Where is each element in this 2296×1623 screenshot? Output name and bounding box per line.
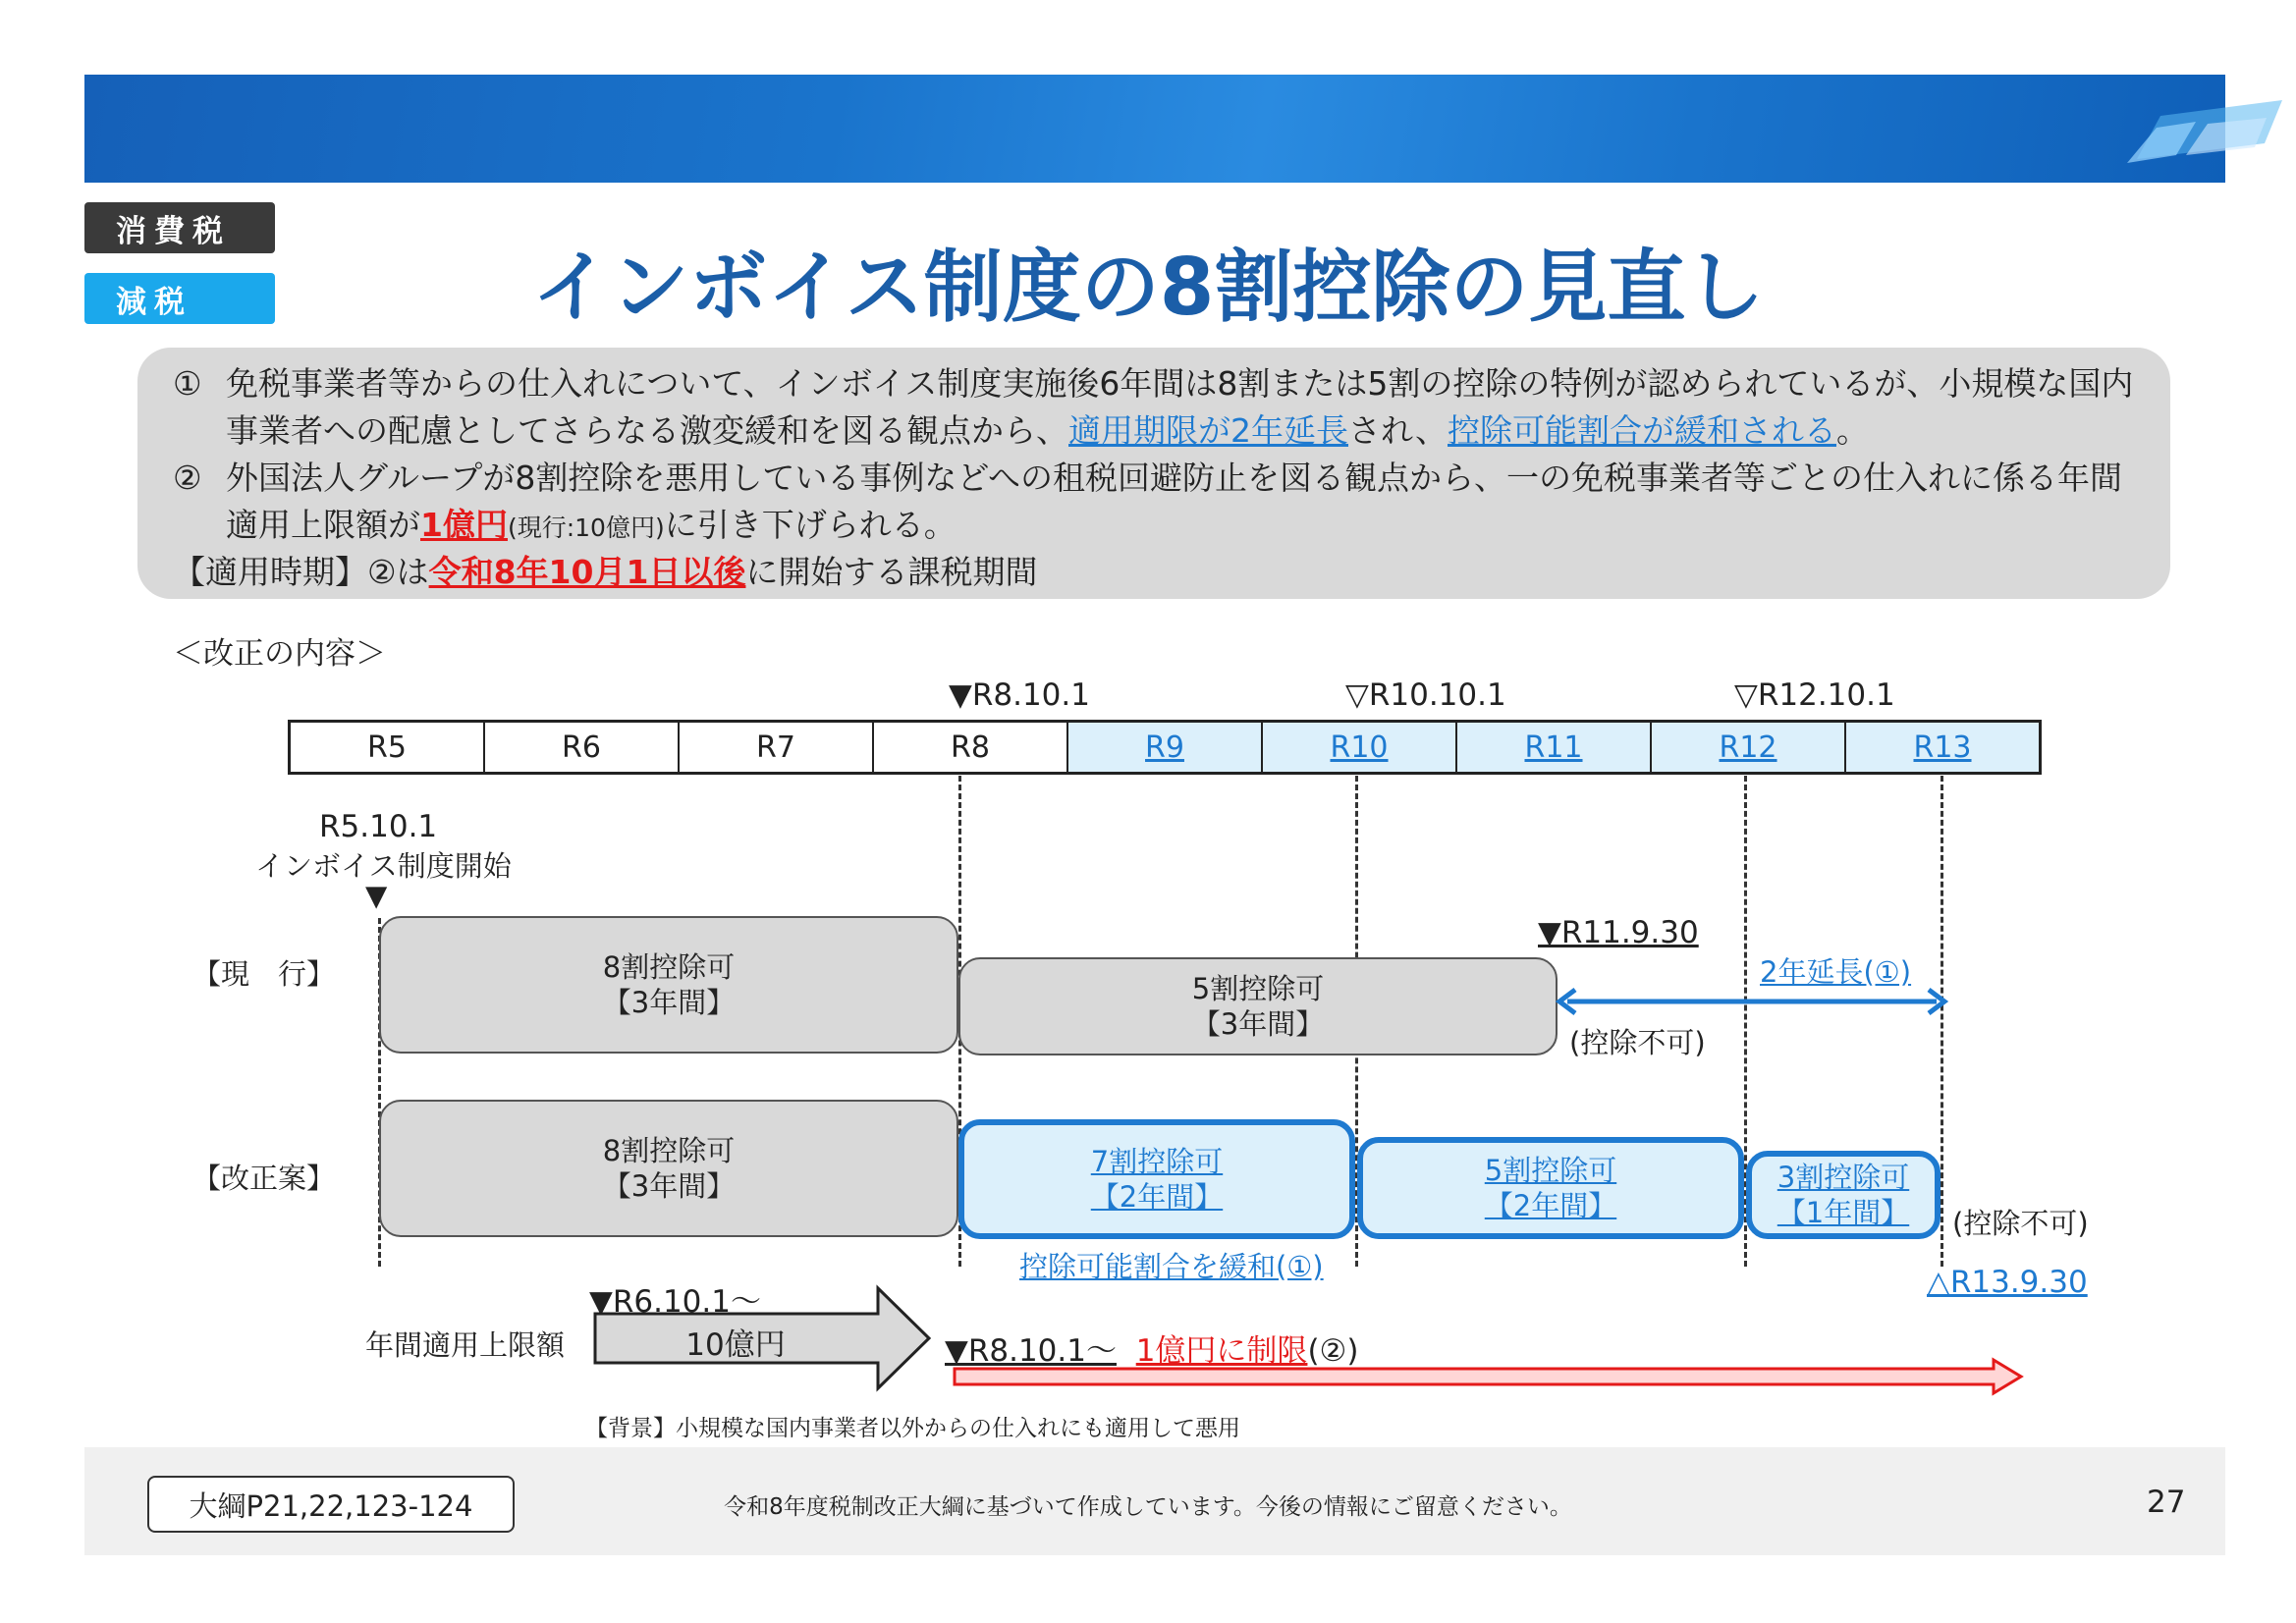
timing-line (173, 553, 1038, 591)
extension-highlight: 適用期限が2年延長 (1068, 411, 1348, 450)
current-row-label: 【現 行】 (192, 957, 336, 991)
proposal-30pct-period (1746, 1151, 1941, 1239)
text-segment: に引き下げられる。 (664, 506, 957, 544)
section-label: ＜改正の内容＞ (173, 636, 386, 672)
summary-item-2-number: ② (173, 459, 202, 497)
summary-item-2-line-2 (226, 506, 957, 544)
footer-note: 令和8年度税制改正大綱に基づいて作成しています。今後の情報にご留意ください。 (724, 1494, 1572, 1520)
year-cell-link[interactable]: R9 (1068, 723, 1263, 772)
summary-item-2-line-1: 外国法人グループが8割控除を悪用している事例などへの租税回避防止を図る観点から、一の免税事業者等ごとの仕入れに係る年間 (226, 459, 2123, 497)
year-cell-link[interactable]: R12 (1652, 723, 1846, 772)
pill-text: 【3年間】 (602, 986, 736, 1019)
year-cell: R6 (485, 723, 680, 772)
page-number: 27 (2147, 1485, 2186, 1520)
current-80pct-period (379, 916, 958, 1054)
year-cell-link[interactable]: R13 (1846, 723, 2039, 772)
text-segment: に開始する課税期間 (745, 553, 1038, 591)
proposal-end-marker: △R13.9.30 (1927, 1265, 2088, 1300)
category-tag: 消費税 (84, 202, 275, 253)
proposal-80pct-period (379, 1100, 958, 1237)
guide-line-r13 (1941, 776, 1943, 1267)
pill-text: 【2年間】 (1090, 1180, 1224, 1214)
background-note: 【背景】小規模な国内事業者以外からの仕入れにも適用して悪用 (585, 1416, 1240, 1441)
pill-text: 8割控除可 (602, 1133, 736, 1167)
pill-text: 【3年間】 (602, 1169, 736, 1203)
relax-note[interactable]: 控除可能割合を緩和(①) (1019, 1250, 1324, 1283)
current-no-deduction: (控除不可) (1569, 1026, 1706, 1059)
current-limit-start: ▼R6.10.1～ (589, 1284, 761, 1320)
summary-item-1-line-2 (226, 411, 1869, 450)
current-limit-note: (現行:10億円) (507, 514, 665, 542)
new-limit-ref: (②) (1307, 1333, 1359, 1369)
text-segment: 。 (1835, 411, 1869, 450)
relaxation-highlight: 控除可能割合が緩和される (1447, 411, 1836, 450)
fiscal-year-bar (288, 720, 2042, 775)
outline-reference: 大綱P21,22,123-124 (147, 1476, 515, 1533)
pill-text: 8割控除可 (602, 949, 736, 984)
invoice-start-label: インボイス制度開始 (255, 849, 512, 883)
proposal-no-deduction: (控除不可) (1952, 1207, 2089, 1240)
header-band (84, 75, 2225, 183)
marker-r10: ▽R10.10.1 (1345, 677, 1506, 713)
brand-stripes-icon (2117, 92, 2284, 171)
current-end-marker: ▼R11.9.30 (1538, 915, 1699, 950)
pill-text: 【2年間】 (1484, 1189, 1617, 1222)
proposal-70pct-period (958, 1119, 1355, 1239)
text-segment: 事業者への配慮としてさらなる激変緩和を図る観点から、 (226, 411, 1068, 450)
annual-limit-label: 年間適用上限額 (365, 1328, 566, 1362)
summary-item-1-line-1: 免税事業者等からの仕入れについて、インボイス制度実施後6年間は8割または5割の控除の特例が認められているが、小規模な国内 (226, 364, 2134, 403)
pill-text: 5割控除可 (1191, 971, 1325, 1005)
proposal-row-label: 【改正案】 (192, 1162, 336, 1195)
timing-highlight: 令和8年10月1日以後 (428, 553, 746, 591)
page-title: インボイス制度の8割控除の見直し (531, 242, 1765, 333)
year-cell: R7 (680, 723, 874, 772)
timing-label: 【適用時期】②は (173, 553, 429, 591)
marker-r8: ▼R8.10.1 (949, 677, 1090, 713)
extension-label[interactable]: 2年延長(①) (1760, 955, 1912, 989)
limit-highlight: 1億円 (420, 506, 508, 544)
marker-r12: ▽R12.10.1 (1734, 677, 1895, 713)
pill-text: 5割控除可 (1484, 1153, 1617, 1187)
direction-tag: 減税 (84, 273, 275, 324)
year-cell: R5 (291, 723, 485, 772)
current-limit-amount: 10億円 (685, 1327, 786, 1363)
text-segment: 適用上限額が (226, 506, 420, 544)
new-limit-amount: 1億円に制限 (1135, 1333, 1308, 1369)
text-segment: され、 (1348, 411, 1448, 450)
new-limit-start: ▼R8.10.1～ (945, 1333, 1117, 1369)
current-50pct-period (958, 957, 1558, 1055)
summary-item-1-number: ① (173, 364, 202, 403)
pill-text: 7割控除可 (1090, 1144, 1224, 1178)
start-arrow-icon: ▼ (365, 879, 388, 912)
summary-box (137, 348, 2170, 599)
pill-text: 【1年間】 (1777, 1196, 1910, 1229)
invoice-start-date: R5.10.1 (319, 809, 438, 844)
pill-text: 3割控除可 (1777, 1160, 1910, 1194)
year-cell: R8 (874, 723, 1068, 772)
year-cell-link[interactable]: R11 (1457, 723, 1652, 772)
new-limit-arrow-icon (953, 1357, 2025, 1396)
extension-arrow-icon (1554, 986, 1950, 1017)
pill-text: 【3年間】 (1191, 1007, 1325, 1041)
year-cell-link[interactable]: R10 (1263, 723, 1457, 772)
proposal-50pct-period (1357, 1137, 1744, 1239)
